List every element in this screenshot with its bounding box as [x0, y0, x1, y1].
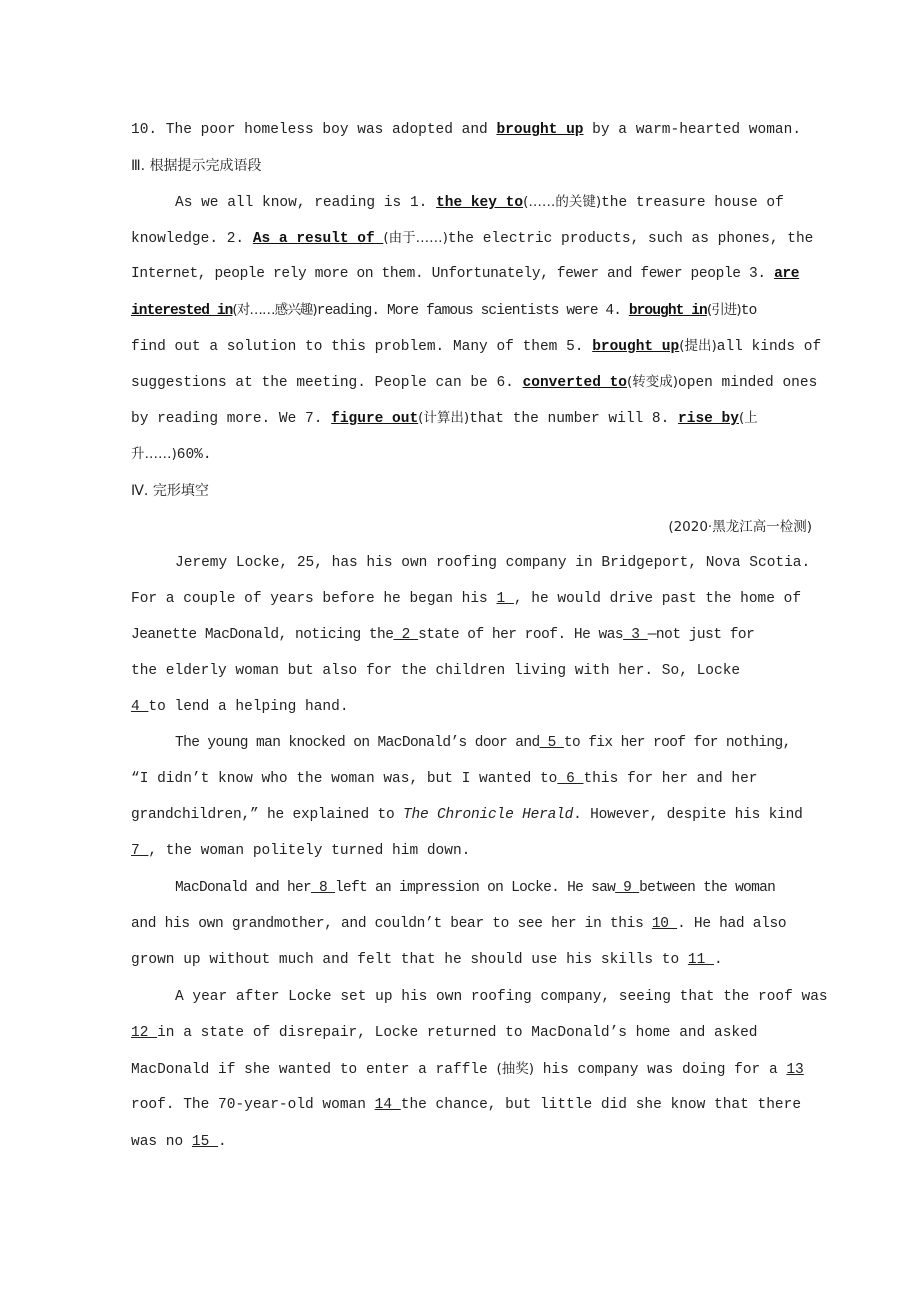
passage-line	[131, 1023, 790, 1043]
passage-line	[131, 589, 802, 609]
passage-line	[131, 805, 803, 825]
text: state of her roof. He was	[418, 627, 624, 643]
passage-line	[131, 228, 814, 249]
hint: (由于……)	[383, 230, 448, 246]
passage-line	[131, 444, 790, 465]
hint: (转变成)	[627, 374, 679, 390]
text: suggestions at the meeting. People can be 6.	[131, 375, 523, 391]
blank-2: 2	[393, 627, 419, 643]
passage-line: the elderly woman but also for the children living with her. So, Locke	[131, 663, 741, 679]
text: Internet, people rely more on them. Unfortunately, fewer and fewer people 3.	[131, 266, 775, 282]
section-number: Ⅲ.	[131, 158, 146, 174]
text: .	[218, 1134, 227, 1150]
text: The young man knocked on MacDonald’s door and	[175, 735, 540, 751]
text: this for her and her	[583, 771, 758, 787]
hint: (……的关键)	[523, 194, 602, 210]
hint: (上	[738, 410, 758, 426]
text: grown up without much and felt that he should use his skills to	[131, 952, 688, 968]
blank-15: 15	[191, 1134, 219, 1150]
text: all kinds of	[716, 339, 822, 355]
text: and his own grandmother, and couldn’t bear to see her in this	[131, 916, 652, 932]
text: 60%.	[176, 447, 212, 463]
item-text: by a warm-hearted woman.	[583, 122, 802, 138]
blank-10: 10	[651, 916, 678, 932]
hint: (提出)	[679, 338, 717, 354]
blank-13: 13	[786, 1062, 804, 1078]
passage-line	[131, 769, 790, 789]
text: —not just for	[647, 627, 755, 643]
text: Jeanette MacDonald, noticing the	[131, 627, 394, 643]
passage-line	[131, 950, 790, 970]
section-4-heading	[131, 481, 790, 501]
hint: (引进)	[706, 302, 741, 318]
answer: interested in	[131, 303, 233, 319]
answer: figure out	[331, 411, 419, 427]
passage-line	[131, 1095, 802, 1115]
passage-line	[131, 841, 790, 861]
answer: converted to	[522, 375, 627, 391]
text: the electric products, such as phones, the	[447, 231, 814, 247]
section-3-heading	[131, 156, 790, 176]
passage-line	[175, 192, 790, 213]
blank-8: 8	[311, 880, 336, 896]
passage-line: A year after Locke set up his own roofing company, seeing that the roof was	[175, 989, 828, 1005]
hint: (抽奖)	[496, 1061, 535, 1077]
passage-line	[131, 1059, 804, 1080]
text: , he would drive past the home of	[513, 591, 802, 607]
text: For a couple of years before he began his	[131, 591, 497, 607]
item-text: 10. The poor homeless boy was adopted and	[131, 122, 497, 138]
text: that the number will 8.	[469, 411, 679, 427]
blank-3: 3	[623, 627, 648, 643]
section-number: Ⅳ.	[131, 483, 149, 499]
blank-6: 6	[557, 771, 584, 787]
text: . However, despite his kind	[573, 807, 803, 823]
answer: brought up	[496, 122, 584, 138]
passage-line	[131, 914, 790, 934]
passage-line	[131, 300, 790, 321]
text: open minded ones	[678, 375, 818, 391]
passage-line	[131, 625, 790, 645]
text: to lend a helping hand.	[148, 699, 349, 715]
text: was no	[131, 1134, 192, 1150]
passage-line	[131, 1132, 790, 1152]
hint: 升……)	[131, 446, 177, 462]
passage-line	[175, 733, 790, 753]
text: left an impression on Locke. He saw	[335, 880, 616, 896]
text: MacDonald and her	[175, 880, 312, 896]
text: find out a solution to this problem. Many of them 5.	[131, 339, 593, 355]
text: As we all know, reading is 1.	[175, 195, 437, 211]
source-note: (2020·黑龙江高一检测)	[668, 519, 812, 535]
text: grandchildren,” he explained to	[131, 807, 404, 823]
text: in a state of disrepair, Locke returned to MacDonald’s home and asked	[157, 1025, 758, 1041]
text: MacDonald if she wanted to enter a raffle	[131, 1062, 497, 1078]
text: between the woman	[639, 880, 776, 896]
passage-line	[175, 878, 790, 898]
text: by reading more. We 7.	[131, 411, 332, 427]
text: knowledge. 2.	[131, 231, 253, 247]
publication-title: The Chronicle Herald	[403, 807, 574, 823]
blank-7: 7	[131, 843, 149, 859]
hint: (计算出)	[418, 410, 470, 426]
answer: brought in	[628, 303, 707, 319]
passage-line	[131, 264, 800, 284]
section-title: 根据提示完成语段	[149, 158, 262, 174]
blank-9: 9	[615, 880, 640, 896]
blank-4: 4	[131, 699, 149, 715]
blank-1: 1	[496, 591, 514, 607]
text: . He had also	[677, 916, 787, 932]
text: “I didn’t know who the woman was, but I wanted to	[131, 771, 558, 787]
answer: brought up	[592, 339, 680, 355]
text: the chance, but little did she know that there	[400, 1097, 802, 1113]
blank-5: 5	[539, 735, 564, 751]
blank-11: 11	[687, 952, 714, 968]
answer: are	[774, 266, 800, 282]
text: roof. The 70-year-old woman	[131, 1097, 375, 1113]
text: to	[740, 303, 757, 319]
text: , the woman politely turned him down.	[148, 843, 471, 859]
passage-line	[131, 372, 818, 393]
answer: rise by	[678, 411, 739, 427]
hint: (对……感兴趣)	[232, 302, 317, 318]
text: his company was doing for a	[534, 1062, 787, 1078]
text: to fix her roof for nothing,	[563, 735, 791, 751]
section-title: 完形填空	[152, 483, 209, 499]
text: the treasure house of	[601, 195, 784, 211]
passage-line	[131, 697, 790, 717]
answer: As a result of	[252, 231, 384, 247]
text: .	[714, 952, 723, 968]
answer: the key to	[436, 195, 524, 211]
blank-12: 12	[131, 1025, 158, 1041]
passage-line	[131, 336, 822, 357]
item-10	[131, 120, 802, 140]
passage-line: Jeremy Locke, 25, has his own roofing company in Bridgeport, Nova Scotia.	[175, 555, 811, 571]
blank-14: 14	[374, 1097, 401, 1113]
passage-line	[131, 408, 790, 429]
text: reading. More famous scientists were 4.	[316, 303, 629, 319]
